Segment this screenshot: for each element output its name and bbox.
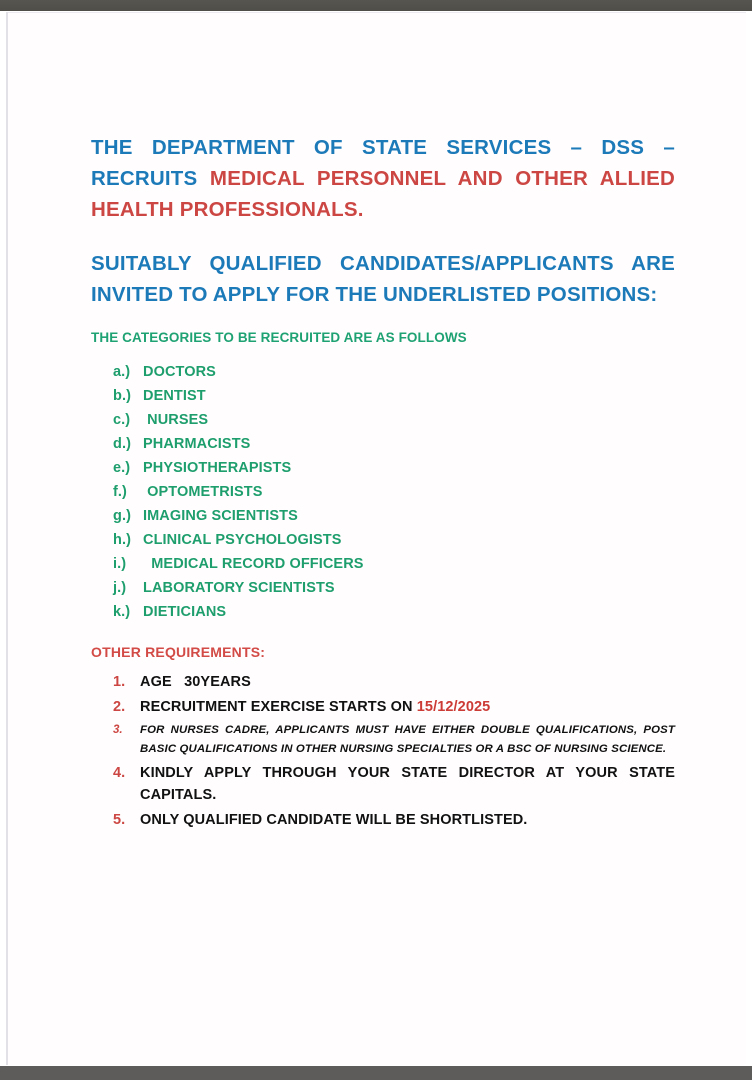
- list-item-marker: c.): [113, 412, 131, 428]
- list-item: [113, 600, 675, 624]
- requirement-text-lead: RECRUITMENT EXERCISE STARTS ON: [140, 699, 417, 715]
- list-item-label: OPTOMETRISTS: [143, 484, 263, 500]
- list-item: [113, 360, 675, 384]
- list-item: [113, 528, 675, 552]
- list-item-marker: 1.: [113, 674, 126, 690]
- list-item-marker: 3.: [113, 724, 123, 736]
- list-item-marker: f.): [113, 484, 127, 500]
- categories-heading: THE CATEGORIES TO BE RECRUITED ARE AS FOLLOWS: [91, 330, 467, 345]
- list-item-marker: h.): [113, 532, 132, 548]
- list-item-marker: g.): [113, 508, 132, 524]
- document-page: [6, 12, 746, 1065]
- list-item-label: IMAGING SCIENTISTS: [143, 508, 298, 524]
- list-item-label: LABORATORY SCIENTISTS: [143, 580, 335, 596]
- list-item: [113, 809, 675, 831]
- list-item-label: ONLY QUALIFIED CANDIDATE WILL BE SHORTLISTED.: [140, 812, 528, 828]
- list-item-marker: j.): [113, 580, 127, 596]
- list-item: [113, 504, 675, 528]
- list-item-label: DIETICIANS: [143, 604, 227, 620]
- list-item: [113, 408, 675, 432]
- viewer-top-bar: [0, 0, 752, 11]
- categories-list: [91, 360, 675, 624]
- list-item-label: AGE 30YEARS: [140, 674, 251, 690]
- headline-primary: [91, 132, 675, 225]
- list-item: [113, 576, 675, 600]
- list-item: [113, 671, 675, 693]
- list-item-label: PHARMACISTS: [143, 436, 251, 452]
- list-item-label: [140, 696, 675, 718]
- recruitment-start-date: 15/12/2025: [416, 699, 491, 715]
- list-item-marker: 4.: [113, 765, 126, 781]
- list-item: [113, 552, 675, 576]
- list-item-label: PHYSIOTHERAPISTS: [143, 460, 292, 476]
- list-item: [113, 762, 680, 806]
- list-item-marker: 5.: [113, 812, 126, 828]
- list-item-label: MEDICAL RECORD OFFICERS: [143, 556, 364, 572]
- document-content: [91, 132, 680, 834]
- headline-primary-blue-segment: THE DEPARTMENT OF STATE SERVICES – DSS – RECRUITS: [91, 136, 675, 190]
- requirements-list: [91, 671, 680, 831]
- list-item-marker: d.): [113, 436, 132, 452]
- list-item-marker: i.): [113, 556, 127, 572]
- list-item-label: DOCTORS: [143, 364, 216, 380]
- list-item-label: FOR NURSES CADRE, APPLICANTS MUST HAVE EITHER DOUBLE QUALIFICATIONS, POST BASIC QUALIFICATIONS IN OTHER NURSING SPECIALTIES OR A BSC OF NURSING SCIENCE.: [140, 724, 679, 755]
- list-item: [113, 696, 675, 718]
- list-item: [113, 480, 675, 504]
- list-item-marker: k.): [113, 604, 131, 620]
- list-item-label: CLINICAL PSYCHOLOGISTS: [143, 532, 342, 548]
- viewer-bottom-bar: [0, 1066, 752, 1080]
- list-item-marker: 2.: [113, 699, 126, 715]
- list-item-marker: a.): [113, 364, 131, 380]
- list-item: [113, 384, 675, 408]
- headline-secondary: SUITABLY QUALIFIED CANDIDATES/APPLICANTS ARE INVITED TO APPLY FOR THE UNDERLISTED POSITIONS:: [91, 252, 675, 306]
- list-item: [113, 456, 675, 480]
- list-item-label: NURSES: [143, 412, 209, 428]
- list-item-marker: e.): [113, 460, 131, 476]
- list-item: [113, 721, 679, 759]
- list-item: [113, 432, 675, 456]
- list-item-label: DENTIST: [143, 388, 206, 404]
- requirements-heading: OTHER REQUIREMENTS:: [91, 644, 266, 660]
- headline-primary-red-segment: MEDICAL PERSONNEL AND OTHER ALLIED HEALTH PROFESSIONALS.: [91, 167, 675, 221]
- list-item-label: KINDLY APPLY THROUGH YOUR STATE DIRECTOR AT YOUR STATE CAPITALS.: [140, 765, 680, 803]
- list-item-marker: b.): [113, 388, 132, 404]
